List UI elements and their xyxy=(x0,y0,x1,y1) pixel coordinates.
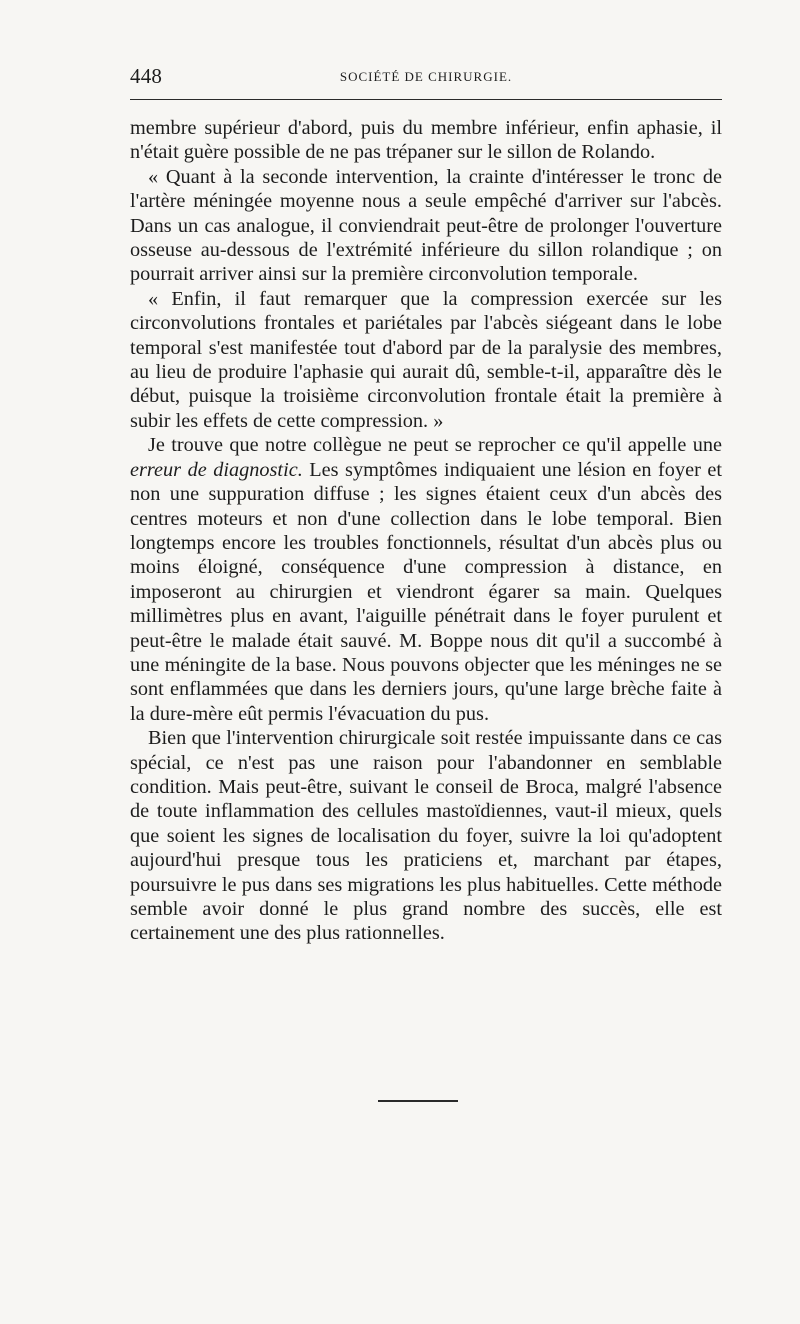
page-header xyxy=(130,62,722,92)
running-head: SOCIÉTÉ DE CHIRURGIE. xyxy=(339,69,513,84)
paragraph-1: membre supérieur d'abord, puis du membre inférieur, enfin aphasie, il n'était guère possible de ne pas trépaner sur le sillon de Rolando. xyxy=(130,117,722,164)
paragraph-5: Bien que l'intervention chirurgicale soit restée impuissante dans ce cas spécial, ce n'est pas une raison pour l'abandonner en semblable condition. Mais peut-être, suivant le conseil de Broca, malgré l'absence de toute inflammation des cellules mastoïdiennes, vaut-il mieux, quels que soient les signes de localisation du foyer, suivre la loi qu'adoptent aujourd'hui presque tous les praticiens et, marchant par étapes, poursuivre le pus dans ses migrations les plus habituelles. Cette méthode semble avoir donné le plus grand nombre des succès, elle est certainement une des plus rationnelles. xyxy=(130,727,722,945)
paragraph-2: « Quant à la seconde intervention, la crainte d'intéresser le tronc de l'artère méningée moyenne nous a seule empêché d'arriver sur l'abcès. Dans un cas analogue, il conviendrait peut-être de prolonger l'ouverture osseuse au-dessous de l'extrémité inférieure du sillon rolandique ; on pourrait arriver ainsi sur la première circonvolution temporale. xyxy=(130,165,722,286)
body-text xyxy=(130,116,722,946)
page-number: 448 xyxy=(130,64,163,88)
paragraph-3: « Enfin, il faut remarquer que la compression exercée sur les circonvolutions frontales et pariétales par l'abcès siégeant dans le lobe temporal s'est manifestée tout d'abord par de la paralysie des membres, au lieu de produire l'aphasie qui aurait dû, semble-t-il, apparaître dès le début, puisque la troisième circonvolution frontale était la première à subir les effets de cette compression. » xyxy=(130,287,722,432)
header-rule xyxy=(130,99,722,100)
paragraph-4-start: Je trouve que notre collègue ne peut se reprocher ce qu'il appelle une xyxy=(148,434,722,457)
end-rule xyxy=(378,1100,458,1102)
paragraph-4 xyxy=(130,433,722,726)
paragraph-4-italic: erreur de diagnostic. xyxy=(130,458,303,481)
paragraph-4-end: Les symptômes indiquaient une lésion en foyer et non une suppuration diffuse ; les signes étaient ceux d'un abcès des centres moteurs et non d'une collection dans le lobe temporal. Bien longtemps encore les troubles fonctionnels, résultat d'un abcès plus ou moins éloigné, conséquence d'une compression à distance, en imposeront au chirurgien et viendront égarer sa main. Quelques millimètres plus en avant, l'aiguille pénétrait dans le foyer purulent et peut-être le malade était sauvé. M. Boppe nous dit qu'il a succombé à une méningite de la base. Nous pouvons objecter que les méninges ne se sont enflammées que dans les derniers jours, qu'une large brèche faite à la dure-mère eût permis l'évacuation du pus. xyxy=(130,458,722,725)
